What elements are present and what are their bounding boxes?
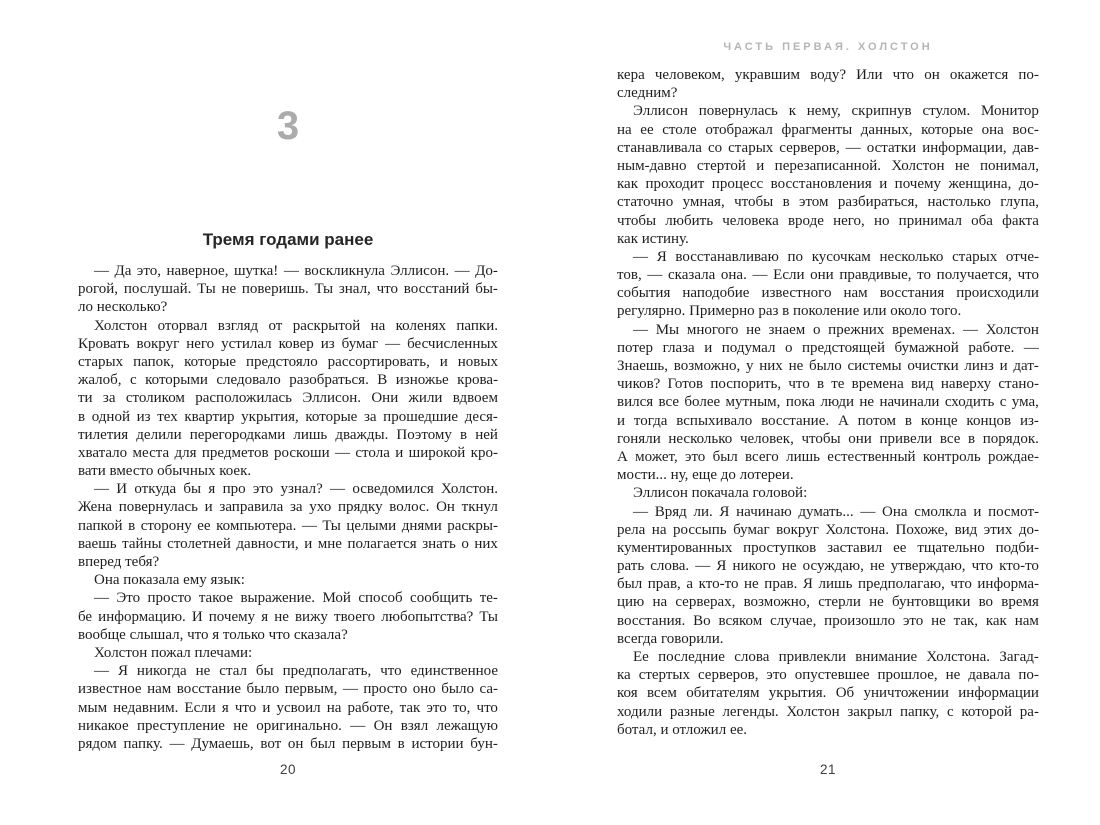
text-line: мости... ну, еще до лотереи. [617,467,794,484]
section-title: Тремя годами ранее [202,230,374,249]
text-line: старых папок, которые предстояло рассортировать, и новых [78,353,498,370]
text-line: вперед тебя? [78,554,160,570]
text-line: тов, — сказала она. — Если они правдивые, то получается, что [617,267,1039,284]
text-line: как проходит процесс восстановления и почему женщина, до- [617,176,1039,193]
text-line: рядом папку. — Думаешь, вот он был первым в истории бун- [78,735,498,752]
text-line: ным-давно стертой и перезаписанной. Холстон не понимал, [617,157,1039,174]
text-line: Ее последние слова привлекли внимание Холстона. Загад- [633,649,1039,665]
text-line: вообще слышал, что я только что сказала? [78,626,348,643]
text-line: рела на россыпь бумаг вокруг Холстона. Похоже, вид этих до- [617,521,1039,538]
text-line: Жена повернулась и заправила за ухо прядку волос. Он ткнул [78,499,498,516]
text-line: всегда говорили. [617,630,724,647]
text-line: регулярно. Примерно раз в поколение или около того. [617,303,962,320]
right-page-body [617,66,1039,739]
text-line: — Мы многого не знаем о прежних временах. — Холстон [633,321,1039,338]
text-line: гоняли несколько человек, чтобы они привели все в порядок. [617,430,1039,447]
text-line: кументированных проступков заставил ее тщательно подби- [617,539,1039,556]
text-line: жалоб, с которыми следовало разобраться. В изножье крова- [78,372,498,389]
text-line: и тогда вспыхивало восстание. А потом в конце концов из- [617,412,1039,429]
text-line: хватало места для предметов роскоши — стола и широкой кро- [78,444,498,461]
text-line: мым недавним. Если я что и усвоил на работе, так это то, что [78,699,498,716]
text-line: чтобы любить человека вроде него, но принимал оба факта [617,212,1039,229]
text-line: на ее столе отображал фрагменты данных, которые она вос- [617,121,1039,138]
text-line: следним? [617,85,678,102]
text-line: известное нам восстание было первым, — просто оно было са- [78,681,498,698]
text-line: вился все более мутным, пока люди не начинали сходить с ума, [617,394,1039,411]
text-line: никакое преступление не оригинально. — Он взял лежащую [78,717,498,734]
text-line: рать слова. — Я никого не осуждаю, не утверждаю, что кто-то [617,558,1039,575]
text-line: — Да это, наверное, шутка! — воскликнула Эллисон. — До- [94,263,498,279]
text-line: тилетия делили перегородками лишь дважды. Поэтому в ней [78,426,498,443]
text-line: бе информацию. И почему я не вижу твоего любопытства? Ты [78,608,498,625]
text-line: Холстон пожал плечами: [94,644,253,661]
text-line: рогой, послушай. Ты не поверишь. Ты знал, что восстаний бы- [78,281,498,298]
text-line: — Вряд ли. Я начинаю думать... — Она смолкла и посмот- [633,503,1039,520]
text-line: ходили разные легенды. Холстон закрыл папку, с которой ра- [617,703,1039,720]
text-line: статочно умная, чтобы в этом разбираться, настолько глупа, [617,194,1039,211]
left-page-number: 20 [279,762,297,777]
text-line: ти за столиком расположилась Эллисон. Они жили вдвоем [78,390,498,407]
text-line: папкой в сторону ее компьютера. — Ты целыми днями раскры- [78,517,498,534]
text-line: ло несколько? [78,299,168,316]
text-line: Эллисон повернулась к нему, скрипнув стулом. Монитор [633,103,1039,120]
text-line: Кровать вокруг него устилал ковер из бумаг — бесчисленных [78,335,498,352]
text-line: кера человеком, укравшим воду? Или что он окажется по- [617,67,1039,83]
text-line: события наподобие известного нам восстания происходили [617,285,1039,302]
text-line: был прав, а кто-то не прав. Я лишь предполагаю, что информа- [617,576,1039,593]
text-line: потер глаза и подумал о предстоящей бумажной работе. — [617,339,1039,356]
text-line: чиков? Готов поспорить, что в те времена вид наверху стано- [617,376,1039,393]
chapter-number: 3 [276,104,300,148]
right-page-number: 21 [819,762,837,777]
right-page [617,0,1039,825]
text-line: коя всем обитателям укрытия. Об уничтожении информации [617,685,1039,702]
text-line: — Я восстанавливаю по кусочкам несколько старых отче- [633,248,1039,265]
text-line: цию на серверах, возможно, стерли не бунтовщики во время [617,594,1039,611]
text-line: ка стертых серверов, это опустевшее прошлое, не давала по- [617,667,1039,684]
text-line: — Я никогда не стал бы предполагать, что единственное [94,663,498,680]
left-page [78,0,498,825]
text-line: Она показала ему язык: [94,572,245,589]
text-line: — Это просто такое выражение. Мой способ сообщить те- [94,590,498,607]
text-line: А может, это был всего лишь естественный контроль рождае- [617,448,1039,465]
text-line: Холстон оторвал взгляд от раскрытой на коленях папки. [94,317,498,334]
left-page-body [78,262,498,753]
text-line: ботал, и отложил ее. [617,721,748,738]
text-line: как истину. [617,230,689,247]
text-line: Знаешь, возможно, у них не было системы очистки линз и дат- [617,358,1039,374]
text-line: станавливала со старых серверов, — остатки информации, дав- [617,139,1039,156]
text-line: восстания. Во всяком случае, произошло это не так, как нам [617,612,1039,629]
text-line: вати вместо обычных коек. [78,463,252,480]
text-line: Эллисон покачала головой: [633,485,808,502]
text-line: ваешь тайны столетней давности, и мне полагается знать о них [78,535,498,552]
text-line: в одной из тех квартир укрытия, которые за прошедшие деся- [78,408,498,425]
running-head: ЧАСТЬ ПЕРВАЯ. ХОЛСТОН [723,41,933,53]
text-line: — И откуда бы я про это узнал? — осведомился Холстон. [94,481,498,498]
